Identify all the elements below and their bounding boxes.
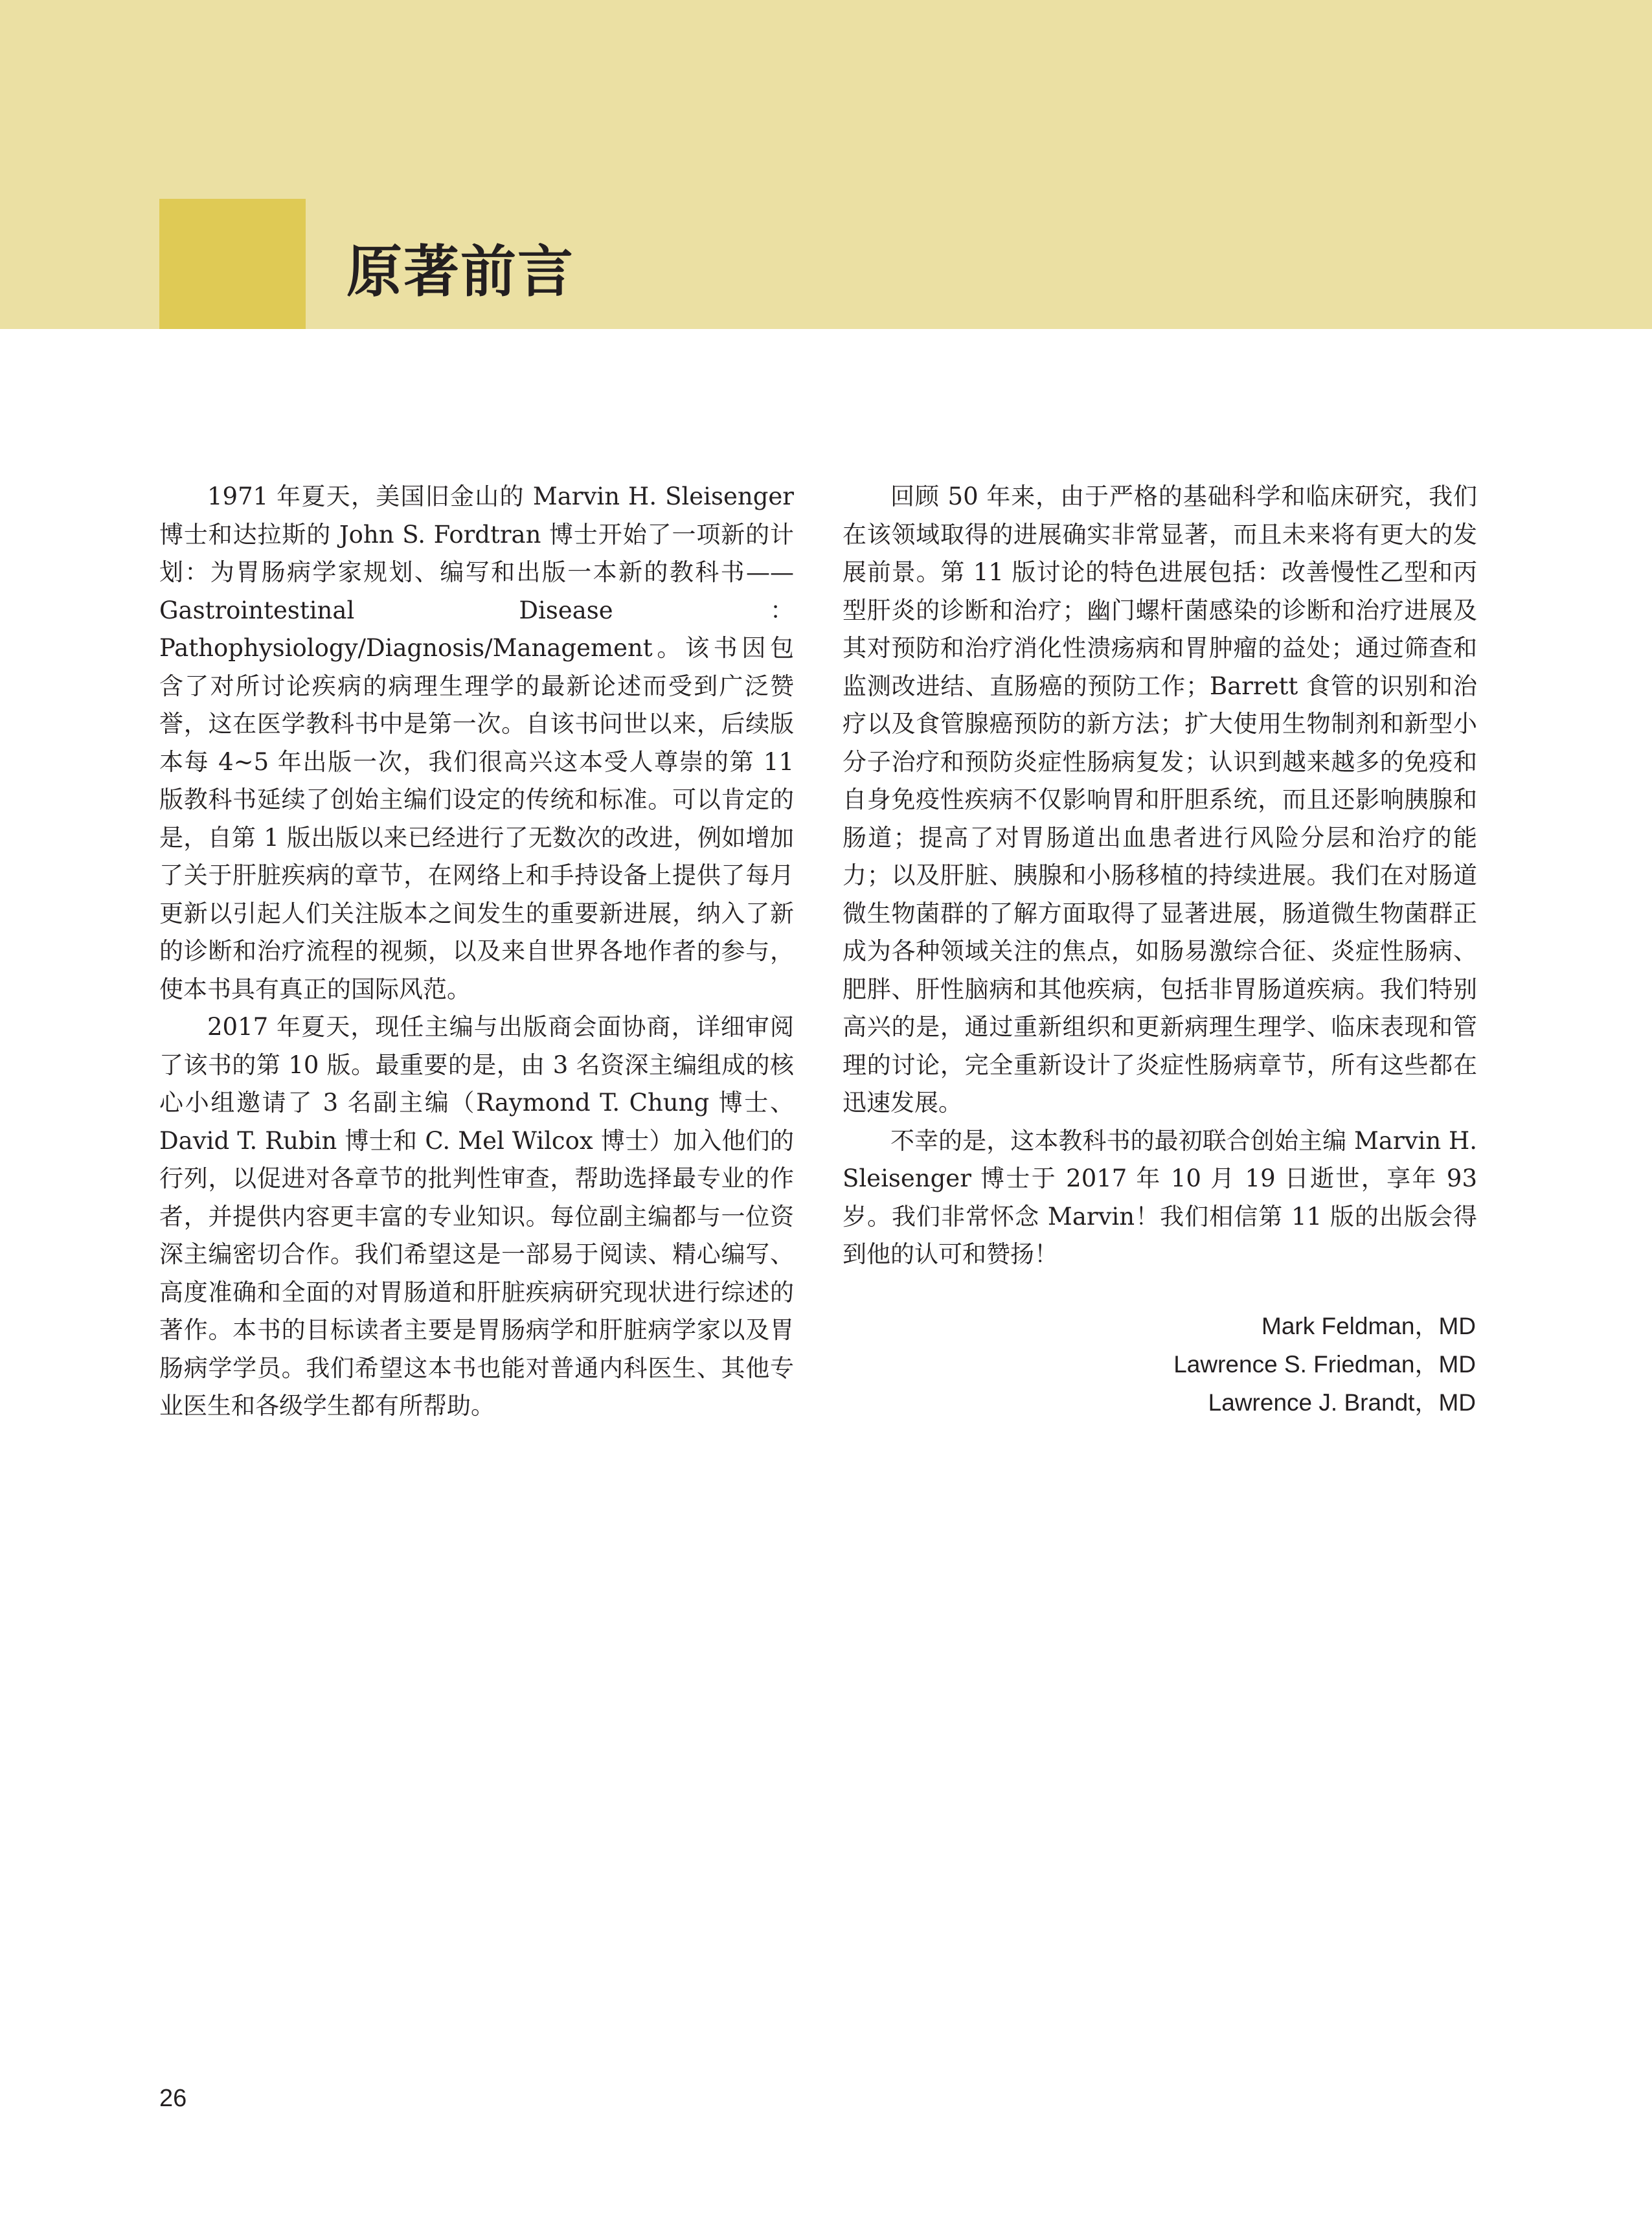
signature: Lawrence S. Friedman，MD [1173, 1351, 1476, 1378]
accent-block [159, 199, 306, 329]
right-column [843, 478, 1477, 1274]
left-column [159, 478, 794, 1425]
paragraph: 回顾 50 年来，由于严格的基础科学和临床研究，我们在该领域取得的进展确实非常显著，而且未来将有更大的发展前景。第 11 版讨论的特色进展包括：改善慢性乙型和丙型肝炎的诊断和治疗；幽门螺杆菌感染的诊断和治疗进展及其对预防和治疗消化性溃疡病和胃肿瘤的益处；通过筛查和监测改进结、直肠癌的预防工作；Barrett 食管的识别和治疗以及食管腺癌预防的新方法；扩大使用生物制剂和新型小分子治疗和预防炎症性肠病复发；认识到越来越多的免疫和自身免疫性疾病不仅影响胃和肝胆系统，而且还影响胰腺和肠道；提高了对胃肠道出血患者进行风险分层和治疗的能力；以及肝脏、胰腺和小肠移植的持续进展。我们在对肠道微生物菌群的了解方面取得了显著进展，肠道微生物菌群正成为各种领域关注的焦点，如肠易激综合征、炎症性肠病、肥胖、肝性脑病和其他疾病，包括非胃肠道疾病。我们特别高兴的是，通过重新组织和更新病理生理学、临床表现和管理的讨论，完全重新设计了炎症性肠病章节，所有这些都在迅速发展。 [843, 483, 1477, 1117]
signature: Lawrence J. Brandt，MD [1208, 1389, 1476, 1416]
page-title: 原著前言 [346, 240, 574, 304]
paragraph: 1971 年夏天，美国旧金山的 Marvin H. Sleisenger 博士和达拉斯的 John S. Fordtran 博士开始了一项新的计划：为胃肠病学家规划、编写和出版一本新的教科书——Gastrointestinal Disease：Pathophysiology/Diagnosis/Management。该书因包含了对所讨论疾病的病理生理学的最新论述而受到广泛赞誉，这在医学教科书中是第一次。自该书问世以来，后续版本每 4~5 年出版一次，我们很高兴这本受人尊崇的第 11 版教科书延续了创始主编们设定的传统和标准。可以肯定的是，自第 1 版出版以来已经进行了无数次的改进，例如增加了关于肝脏疾病的章节，在网络上和手持设备上提供了每月更新以引起人们关注版本之间发生的重要新进展，纳入了新的诊断和治疗流程的视频，以及来自世界各地作者的参与，使本书具有真正的国际风范。 [159, 483, 794, 1003]
signature: Mark Feldman，MD [1262, 1313, 1476, 1339]
paragraph: 不幸的是，这本教科书的最初联合创始主编 Marvin H. Sleisenger 博士于 2017 年 10 月 19 日逝世，享年 93 岁。我们非常怀念 Marvin！我们相信第 11 版的出版会得到他的认可和赞扬！ [843, 1126, 1477, 1268]
paragraph: 2017 年夏天，现任主编与出版商会面协商，详细审阅了该书的第 10 版。最重要的是，由 3 名资深主编组成的核心小组邀请了 3 名副主编（Raymond T. Chung 博士、David T. Rubin 博士和 C. Mel Wilcox 博士）加入他们的行列，以促进对各章节的批判性审查，帮助选择最专业的作者，并提供内容更丰富的专业知识。每位副主编都与一位资深主编密切合作。我们希望这是一部易于阅读、精心编写、高度准确和全面的对胃肠道和肝脏疾病研究现状进行综述的著作。本书的目标读者主要是胃肠病学和肝脏病学家以及胃肠病学学员。我们希望这本书也能对普通内科医生、其他专业医生和各级学生都有所帮助。 [159, 1013, 794, 1420]
page-number: 26 [159, 2085, 187, 2112]
signature-block [1173, 1307, 1476, 1422]
